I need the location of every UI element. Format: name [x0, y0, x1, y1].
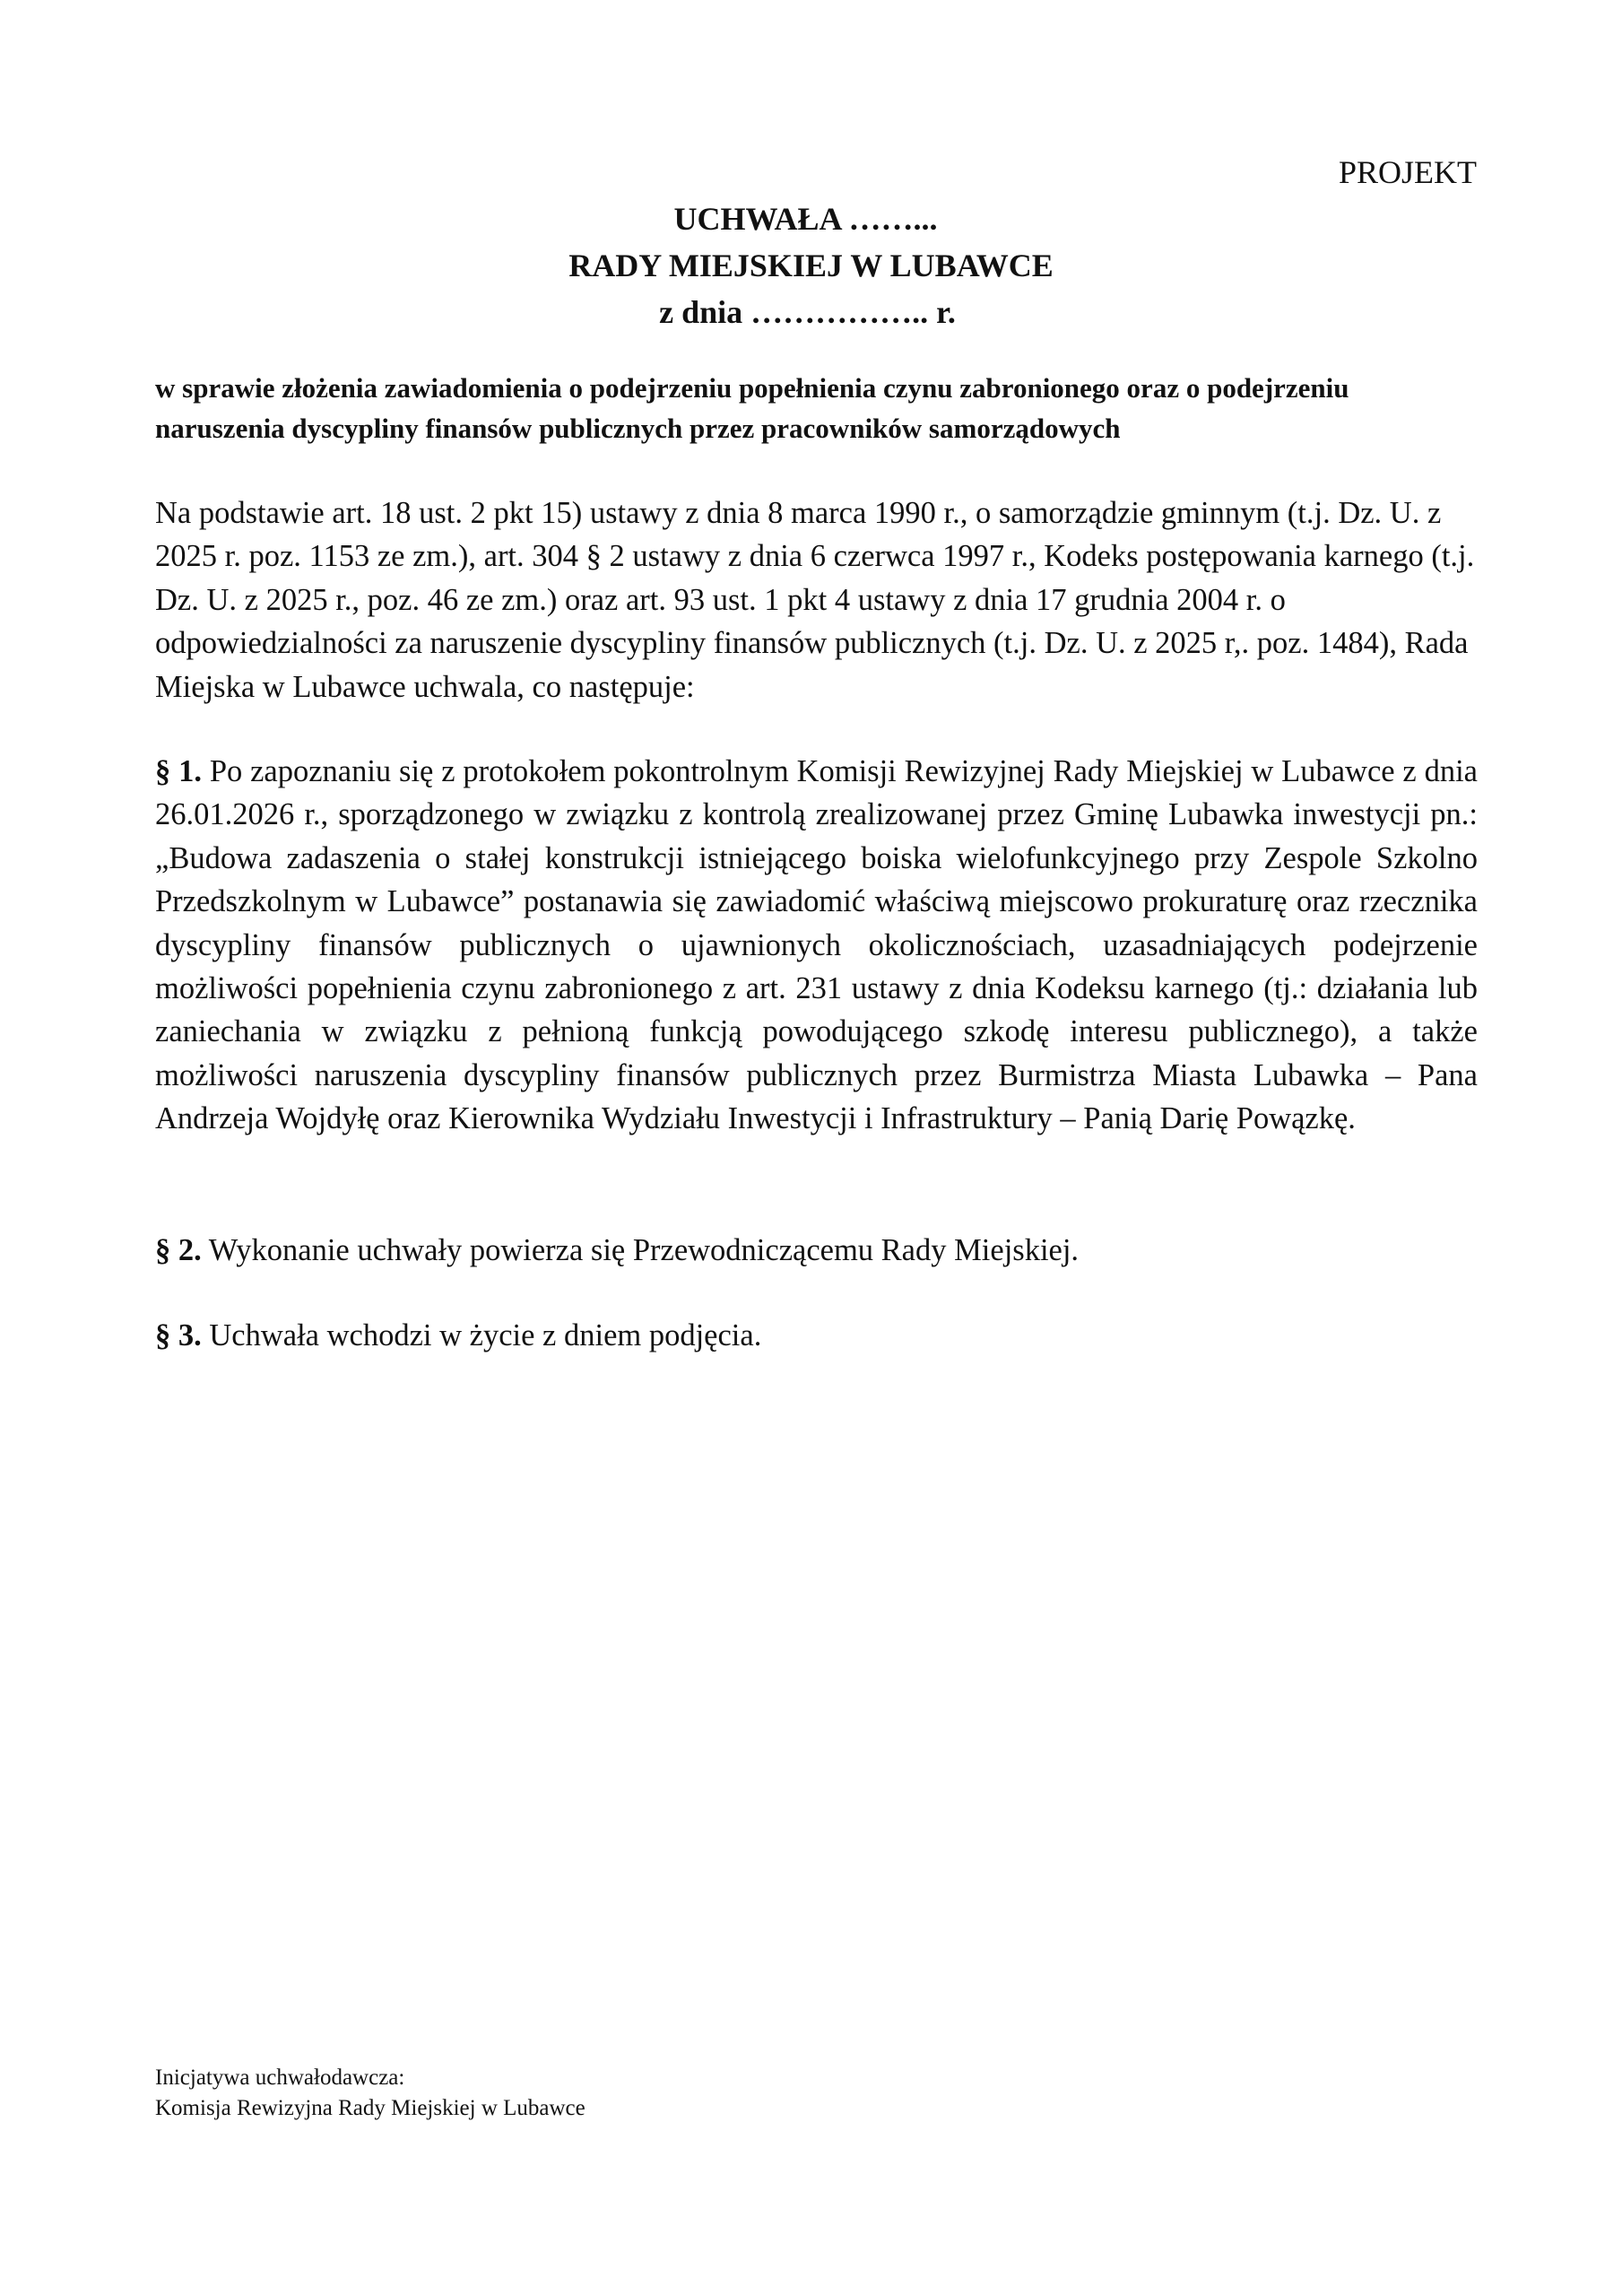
resolution-title — [0, 196, 1622, 335]
project-status-label: PROJEKT — [1338, 154, 1477, 190]
footer-label: Inicjatywa uchwałodawcza: — [155, 2066, 405, 2090]
resolution-subject: w sprawie złożenia zawiadomienia o podejrzeniu popełnienia czynu zabronionego oraz o podejrzeniu naruszenia dyscypliny finansów publicznych przez pracowników samorządowych — [155, 372, 1349, 444]
paragraph-2 — [155, 1229, 1478, 1272]
title-date: z dnia …………….. r. — [659, 294, 956, 330]
footer-initiator: Komisja Rewizyjna Rady Miejskiej w Lubawce — [155, 2096, 585, 2120]
legal-basis: Na podstawie art. 18 ust. 2 pkt 15) ustawy z dnia 8 marca 1990 r., o samorządzie gminnym (t.j. Dz. U. z 2025 r. poz. 1153 ze zm.), art. 304 § 2 ustawy z dnia 6 czerwca 1997 r., Kodeks postępowania karnego (t.j. Dz. U. z 2025 r., poz. 46 ze zm.) oraz art. 93 ust. 1 pkt 4 ustawy z dnia 17 grudnia 2004 r. o odpowiedzialności za naruszenie dyscypliny finansów publicznych (t.j. Dz. U. z 2025 r,. poz. 1484), Rada Miejska w Lubawce uchwala, co następuje: — [155, 496, 1475, 704]
paragraph-text: Wykonanie uchwały powierza się Przewodniczącemu Rady Miejskiej. — [208, 1233, 1080, 1267]
paragraph-number: § 1. — [155, 754, 202, 788]
paragraph-text: Uchwała wchodzi w życie z dniem podjęcia. — [209, 1318, 762, 1352]
title-resolution-number: UCHWAŁA ……... — [673, 201, 938, 237]
paragraph-3 — [155, 1314, 1478, 1357]
paragraph-text: Po zapoznaniu się z protokołem pokontrolnym Komisji Rewizyjnej Rady Miejskiej w Lubawce z dnia 26.01.2026 r., sporządzonego w związku z kontrolą zrealizowanej przez Gminę Lubawka inwestycji pn.: „Budowa zadaszenia o stałej konstrukcji istniejącego boiska wielofunkcyjnego przy Zespole Szkolno Przedszkolnym w Lubawce” postanawia się zawiadomić właściwą miejscowo prokuraturę oraz rzecznika dyscypliny finansów publicznych o ujawnionych okolicznościach, uzasadniających podejrzenie możliwości popełnienia czynu zabronionego z art. 231 ustawy z dnia Kodeksu karnego (tj.: działania lub zaniechania w związku z pełnioną funkcją powodującego szkodę interesu publicznego), a także możliwości naruszenia dyscypliny finansów publicznych przez Burmistrza Miasta Lubawka – Pana Andrzeja Wojdyłę oraz Kierownika Wydziału Inwestycji i Infrastruktury – Panią Darię Powązkę. — [155, 754, 1478, 1136]
paragraph-number: § 3. — [155, 1318, 202, 1352]
paragraph-1 — [155, 750, 1478, 1141]
title-council-name: RADY MIEJSKIEJ W LUBAWCE — [568, 248, 1054, 283]
legislative-initiative-footer — [155, 2063, 585, 2124]
paragraph-number: § 2. — [155, 1233, 202, 1267]
